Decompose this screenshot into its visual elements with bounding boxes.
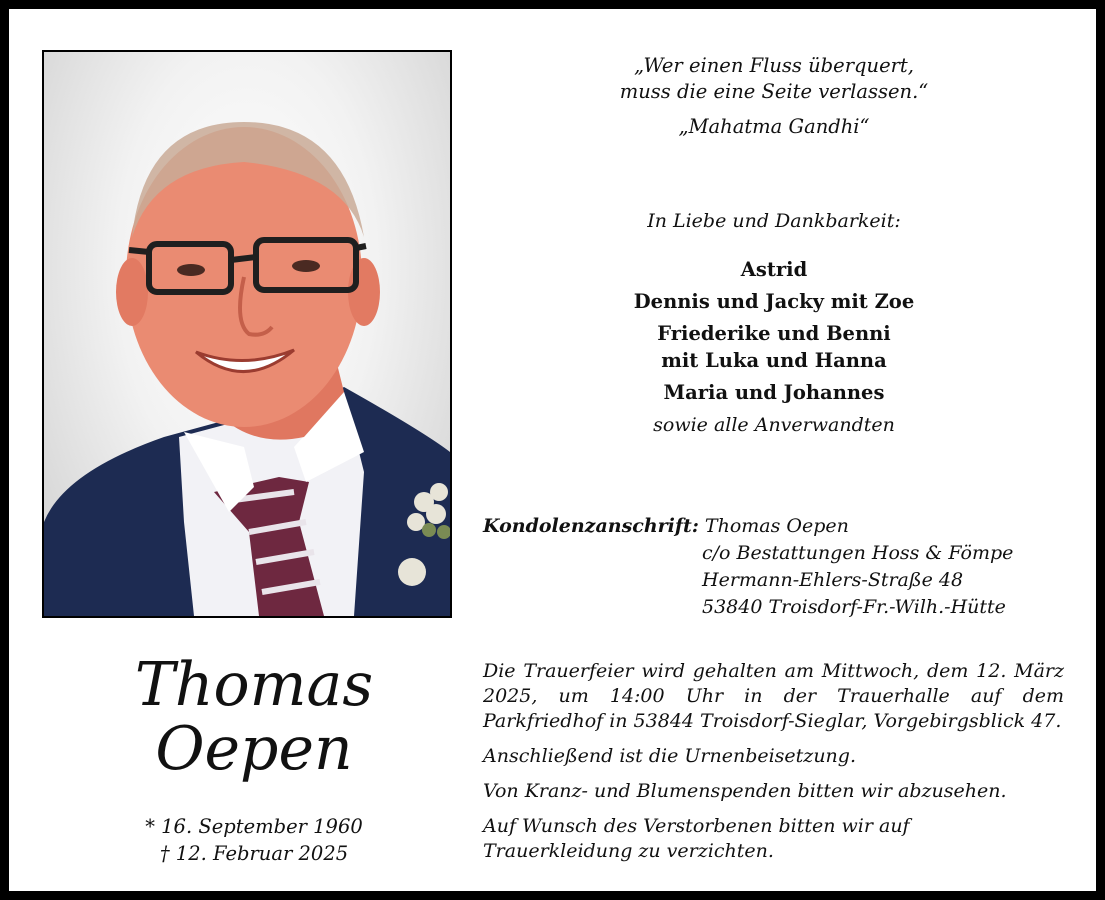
urn-burial-info: Anschließend ist die Urnenbeisetzung. bbox=[483, 745, 856, 767]
attire-note: Auf Wunsch des Verstorbenen bitten wir auf Trauerkleidung zu verzichten. bbox=[483, 815, 910, 862]
address-line: c/o Bestattungen Hoss & Fömpe bbox=[702, 542, 1014, 564]
quote bbox=[479, 53, 1069, 105]
life-dates bbox=[69, 813, 439, 867]
portrait-illustration bbox=[44, 52, 450, 616]
mourner-name: Maria und Johannes bbox=[663, 381, 885, 404]
deceased-first-name: Thomas bbox=[134, 650, 374, 720]
flowers-note: Von Kranz- und Blumenspenden bitten wir abzusehen. bbox=[483, 780, 1007, 802]
address-line: 53840 Troisdorf-Fr.-Wilh.-Hütte bbox=[702, 596, 1006, 618]
quote-line-1: „Wer einen Fluss überquert, bbox=[634, 54, 914, 77]
address-line: Hermann-Ehlers-Straße 48 bbox=[702, 569, 964, 591]
condolence-name: Thomas Oepen bbox=[704, 515, 849, 537]
portrait-photo bbox=[42, 50, 452, 618]
death-date: † 12. Februar 2025 bbox=[159, 842, 349, 865]
deceased-last-name: Oepen bbox=[155, 714, 353, 784]
funeral-service-info: Die Trauerfeier wird gehalten am Mittwoch, dem 12. März 2025, um 14:00 Uhr in der Trauerhalle auf dem Parkfriedhof in 53844 Troisdorf-Sieglar, Vorgebirgsblick 47. bbox=[483, 660, 1064, 732]
mourner-name: Dennis und Jacky mit Zoe bbox=[633, 290, 915, 313]
deceased-name bbox=[69, 650, 439, 784]
mourners-list bbox=[479, 256, 1069, 406]
mourner-name: Astrid bbox=[740, 258, 808, 281]
relatives-line: sowie alle Anverwandten bbox=[653, 414, 895, 436]
mourner-name: mit Luka und Hanna bbox=[661, 349, 887, 372]
quote-line-2: muss die eine Seite verlassen.“ bbox=[619, 80, 929, 103]
quote-author: „Mahatma Gandhi“ bbox=[678, 115, 870, 138]
birth-date: * 16. September 1960 bbox=[145, 815, 363, 838]
funeral-details bbox=[483, 659, 1064, 874]
condolence-label: Kondolenzanschrift: bbox=[483, 515, 699, 537]
mourners-intro: In Liebe und Dankbarkeit: bbox=[647, 210, 901, 232]
mourner-name: Friederike und Benni bbox=[657, 322, 891, 345]
condolence-address bbox=[483, 513, 1013, 621]
